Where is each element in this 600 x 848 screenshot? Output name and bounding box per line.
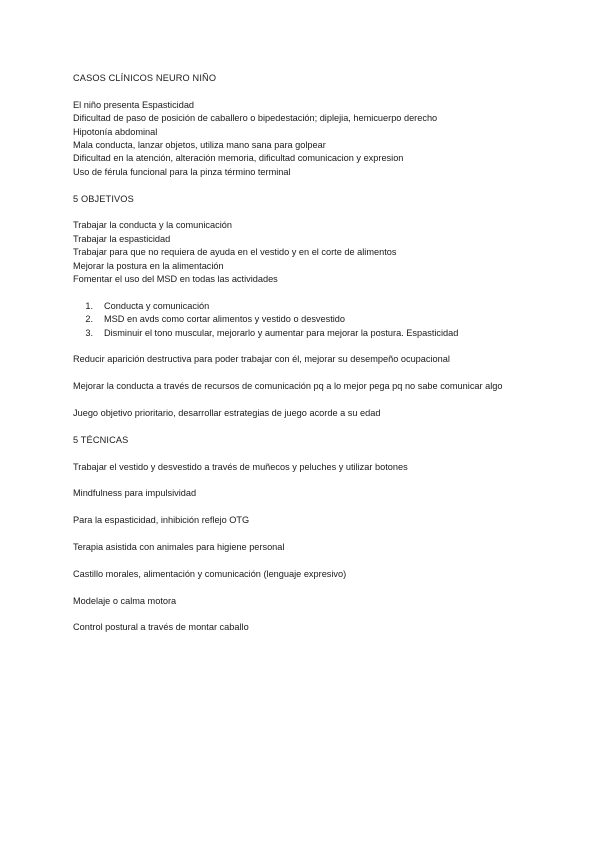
paragraph: Mejorar la conducta a través de recursos de comunicación pq a lo mejor pega pq no sabe comunicar algo: [73, 381, 503, 392]
case-line: Uso de férula funcional para la pinza término terminal: [73, 166, 291, 177]
document-body: [73, 72, 533, 635]
case-line: Dificultad en la atención, alteración memoria, dificultad comunicacion y expresion: [73, 153, 404, 164]
techniques-list: [73, 461, 533, 635]
numbered-objectives: [73, 300, 533, 340]
item-text: MSD en avds como cortar alimentos y vestido o desvestido: [104, 314, 346, 325]
objective-line: Trabajar para que no requiera de ayuda en el vestido y en el corte de alimentos: [73, 247, 397, 258]
objectives-heading: 5 OBJETIVOS: [73, 193, 134, 204]
paragraph: Reducir aparición destructiva para poder trabajar con él, mejorar su desempeño ocupacional: [73, 354, 450, 365]
item-number: 2.: [85, 314, 93, 325]
numbered-item: [73, 327, 533, 340]
objectives-list: [73, 219, 533, 286]
item-number: 3.: [85, 327, 93, 338]
technique-item: Mindfulness para impulsividad: [73, 488, 197, 499]
case-description: [73, 99, 533, 179]
objective-line: Mejorar la postura en la alimentación: [73, 260, 224, 271]
objective-line: Trabajar la conducta y la comunicación: [73, 220, 232, 231]
case-line: El niño presenta Espasticidad: [73, 99, 195, 110]
numbered-item: [73, 313, 533, 326]
item-number: 1.: [85, 300, 93, 311]
item-text: Disminuir el tono muscular, mejorarlo y aumentar para mejorar la postura. Espasticidad: [104, 327, 459, 338]
item-text: Conducta y comunicación: [104, 300, 210, 311]
case-line: Mala conducta, lanzar objetos, utiliza mano sana para golpear: [73, 140, 326, 151]
technique-item: Control postural a través de montar caballo: [73, 622, 249, 633]
technique-item: Terapia asistida con animales para higiene personal: [73, 542, 285, 553]
technique-item: Para la espasticidad, inhibición reflejo OTG: [73, 515, 250, 526]
objective-line: Trabajar la espasticidad: [73, 233, 171, 244]
technique-item: Castillo morales, alimentación y comunicación (lenguaje expresivo): [73, 568, 347, 579]
technique-item: Trabajar el vestido y desvestido a través de muñecos y peluches y utilizar botones: [73, 461, 408, 472]
case-line: Hipotonía abdominal: [73, 126, 158, 137]
techniques-heading: 5 TÉCNICAS: [73, 434, 129, 445]
objective-line: Fomentar el uso del MSD en todas las actividades: [73, 274, 278, 285]
paragraph: Juego objetivo prioritario, desarrollar estrategias de juego acorde a su edad: [73, 408, 381, 419]
document-title: CASOS CLÍNICOS NEURO NIÑO: [73, 73, 217, 83]
numbered-item: [73, 300, 533, 313]
case-line: Dificultad de paso de posición de caballero o bipedestación; diplejia, hemicuerpo derecho: [73, 113, 438, 124]
technique-item: Modelaje o calma motora: [73, 595, 177, 606]
